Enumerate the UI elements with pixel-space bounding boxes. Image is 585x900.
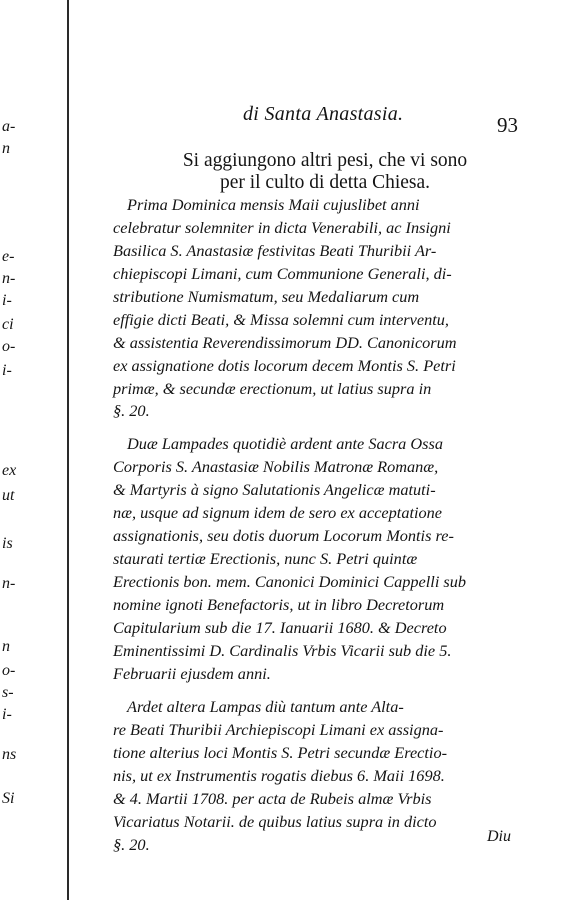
- body-line: næ, usque ad signum idem de sero ex acceptatione: [113, 503, 443, 522]
- fragment: n-: [2, 270, 16, 287]
- running-title: di Santa Anastasia.: [243, 103, 404, 125]
- fragment: a-: [2, 118, 16, 135]
- fragment: ex: [2, 462, 17, 479]
- fragment: is: [2, 535, 13, 552]
- fragment: n-: [2, 575, 16, 592]
- body-line: staurati tertiæ Erectionis, nunc S. Petri quintæ: [113, 549, 418, 568]
- fragment: n: [2, 140, 10, 157]
- body-line: & 4. Martii 1708. per acta de Rubeis almæ Vrbis: [113, 789, 432, 808]
- body-line: nomine ignoti Benefactoris, ut in libro Decretorum: [113, 595, 445, 614]
- body-line: effigie dicti Beati, & Missa solemni cum interventu,: [113, 310, 449, 329]
- body-line: Prima Dominica mensis Maii cujuslibet anni: [127, 195, 420, 214]
- gutter-line: [67, 0, 69, 900]
- body-line: chiepiscopi Limani, cum Communione Generali, di-: [113, 264, 452, 283]
- fragment: ns: [2, 746, 17, 763]
- body-line: & Martyris à signo Salutationis Angelicæ matuti-: [113, 480, 436, 499]
- body-line: Vicariatus Notarii. de quibus latius supra in dicto: [113, 812, 437, 831]
- heading-line: per il culto di detta Chiesa.: [219, 172, 431, 193]
- heading-line: Si aggiungono altri pesi, che vi sono: [182, 150, 468, 171]
- fragment: i-: [2, 362, 12, 379]
- previous-page-fragments: [0, 0, 60, 900]
- fragment: n: [2, 638, 10, 655]
- fragment: Si: [2, 790, 15, 807]
- body-line: Duæ Lampades quotidiè ardent ante Sacra Ossa: [127, 434, 443, 453]
- body-line: Eminentissimi D. Cardinalis Vrbis Vicarii sub die 5.: [113, 641, 452, 660]
- body-line: assignationis, seu dotis duorum Locorum Montis re-: [113, 526, 454, 545]
- body-line: tione alterius loci Montis S. Petri secundæ Erectio-: [113, 743, 448, 762]
- catchword: Diu: [487, 828, 511, 845]
- body-line: celebratur solemniter in dicta Venerabili, ac Insigni: [113, 218, 451, 237]
- body-line: nis, ut ex Instrumentis rogatis diebus 6. Maii 1698.: [113, 766, 445, 785]
- body-line: ex assignatione dotis locorum decem Montis S. Petri: [113, 356, 456, 375]
- fragment: ci: [2, 316, 14, 333]
- body-line: Corporis S. Anastasiæ Nobilis Matronæ Romanæ,: [113, 457, 439, 476]
- fragment: i-: [2, 292, 12, 309]
- section-heading: [140, 150, 510, 194]
- body-line: primæ, & secundæ erectionum, ut latius supra in: [113, 379, 432, 398]
- fragment: o-: [2, 338, 16, 355]
- fragment: o-: [2, 662, 16, 679]
- body-line: Februarii ejusdem anni.: [113, 664, 271, 683]
- fragment: ut: [2, 487, 15, 504]
- body-line: Basilica S. Anastasiæ festivitas Beati Thuribii Ar-: [113, 241, 437, 260]
- body-line: re Beati Thuribii Archiepiscopi Limani ex assigna-: [113, 720, 444, 739]
- body-line: stributione Numismatum, seu Medaliarum cum: [113, 287, 420, 306]
- body-line: §. 20.: [113, 835, 150, 854]
- fragment: i-: [2, 706, 12, 723]
- fragment: s-: [2, 684, 14, 701]
- fragment: e-: [2, 248, 15, 265]
- body-line: Capitularium sub die 17. Ianuarii 1680. & Decreto: [113, 618, 447, 637]
- body-line: Ardet altera Lampas diù tantum ante Alta-: [127, 697, 404, 716]
- body-line: Erectionis bon. mem. Canonici Dominici Cappelli sub: [113, 572, 467, 591]
- body-line: & assistentia Reverendissimorum DD. Canonicorum: [113, 333, 457, 352]
- body-line: §. 20.: [113, 401, 150, 420]
- page-number: 93: [497, 113, 518, 137]
